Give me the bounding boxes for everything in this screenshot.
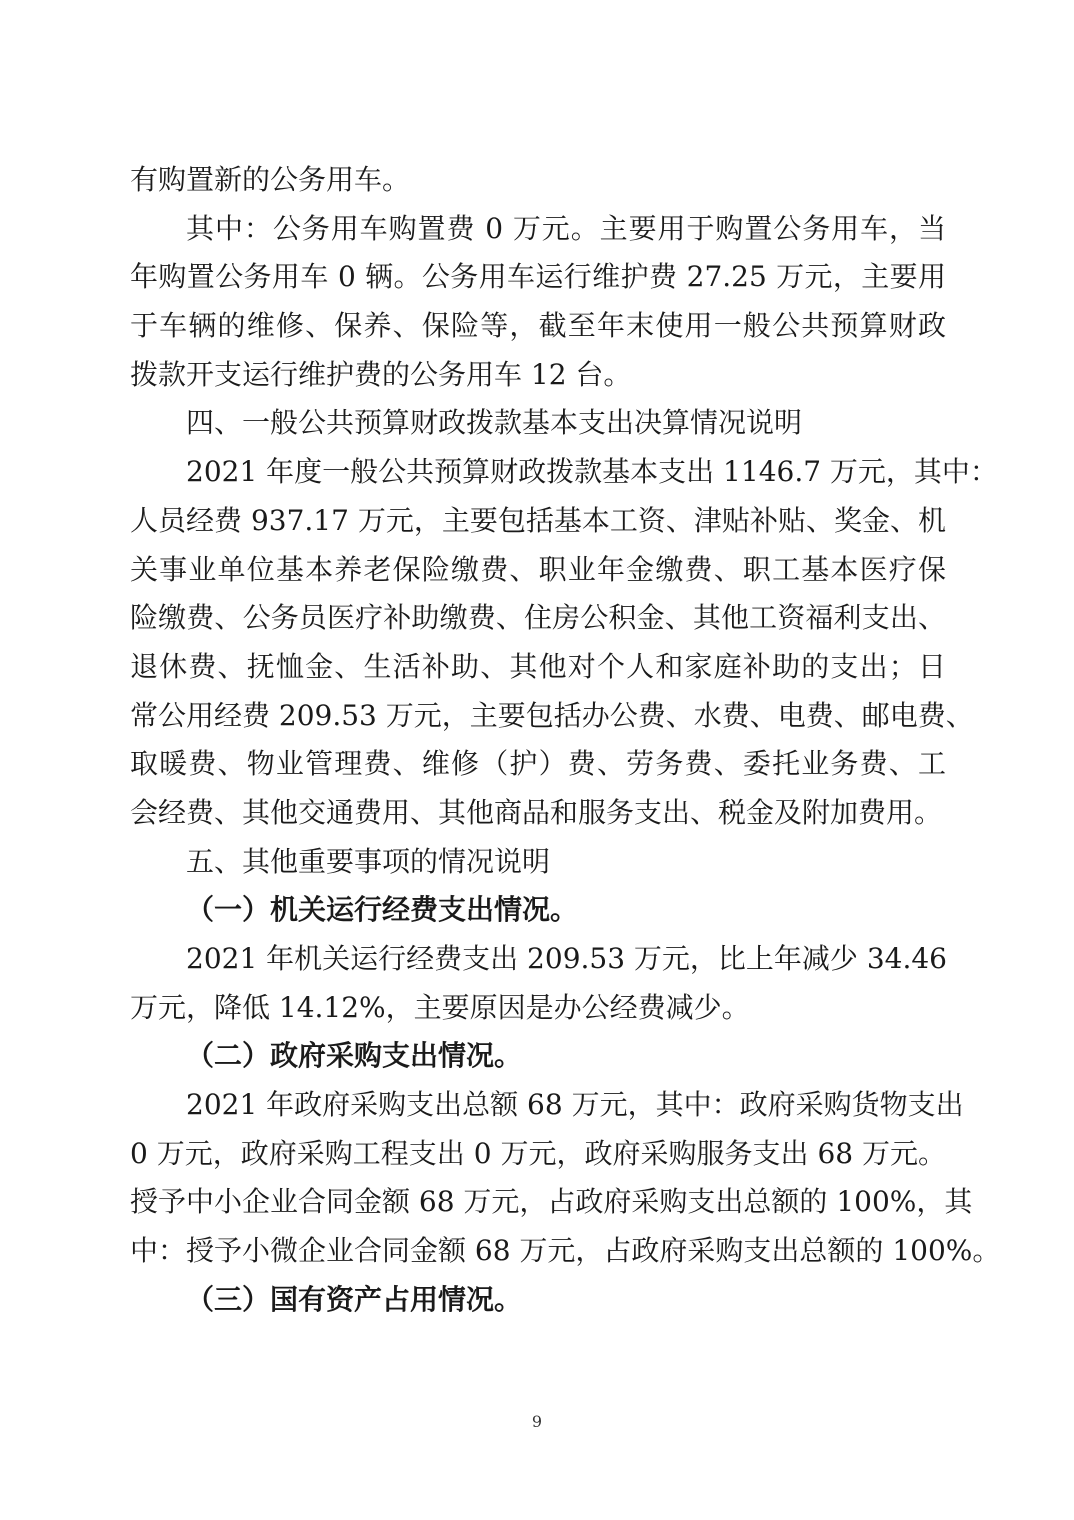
subsection-heading: （二）政府采购支出情况。 (186, 1039, 523, 1073)
body-line: 会经费、其他交通费用、其他商品和服务支出、税金及附加费用。 (130, 795, 943, 829)
body-line: 人员经费 937.17 万元，主要包括基本工资、津贴补贴、奖金、机 (130, 503, 946, 537)
body-line: 常公用经费 209.53 万元，主要包括办公费、水费、电费、邮电费、 (130, 698, 974, 732)
body-line: 于车辆的维修、保养、保险等，截至年末使用一般公共预算财政 (130, 309, 946, 343)
subsection-heading: （三）国有资产占用情况。 (186, 1282, 523, 1316)
body-line: 取暖费、物业管理费、维修（护）费、劳务费、委托业务费、工 (130, 747, 946, 781)
body-line: 中：授予小微企业合同金额 68 万元，占政府采购支出总额的 100%。 (130, 1234, 1001, 1268)
body-line: 万元，降低 14.12%，主要原因是办公经费减少。 (130, 990, 750, 1024)
section-heading: 四、一般公共预算财政拨款基本支出决算情况说明 (186, 406, 803, 440)
body-line: 2021 年政府采购支出总额 68 万元，其中：政府采购货物支出 (186, 1088, 964, 1122)
body-line: 0 万元，政府采购工程支出 0 万元，政府采购服务支出 68 万元。 (130, 1136, 946, 1170)
body-line: 拨款开支运行维护费的公务用车 12 台。 (130, 357, 632, 391)
section-heading: 五、其他重要事项的情况说明 (186, 844, 551, 878)
body-line: 退休费、抚恤金、生活补助、其他对个人和家庭补助的支出；日 (130, 649, 946, 683)
page-number: 9 (531, 1412, 543, 1431)
body-line: 关事业单位基本养老保险缴费、职业年金缴费、职工基本医疗保 (130, 552, 946, 586)
body-line: 险缴费、公务员医疗补助缴费、住房公积金、其他工资福利支出、 (130, 601, 946, 635)
body-line: 年购置公务用车 0 辆。公务用车运行维护费 27.25 万元，主要用 (130, 260, 946, 294)
body-line: 其中：公务用车购置费 0 万元。主要用于购置公务用车，当 (186, 211, 946, 245)
document-body (130, 156, 1001, 1325)
subsection-heading: （一）机关运行经费支出情况。 (186, 893, 579, 927)
body-line: 2021 年机关运行经费支出 209.53 万元，比上年减少 34.46 (186, 942, 947, 975)
body-line: 授予中小企业合同金额 68 万元，占政府采购支出总额的 100%，其 (130, 1185, 973, 1219)
body-line: 有购置新的公务用车。 (130, 163, 411, 196)
body-line: 2021 年度一般公共预算财政拨款基本支出 1146.7 万元，其中： (186, 455, 998, 489)
